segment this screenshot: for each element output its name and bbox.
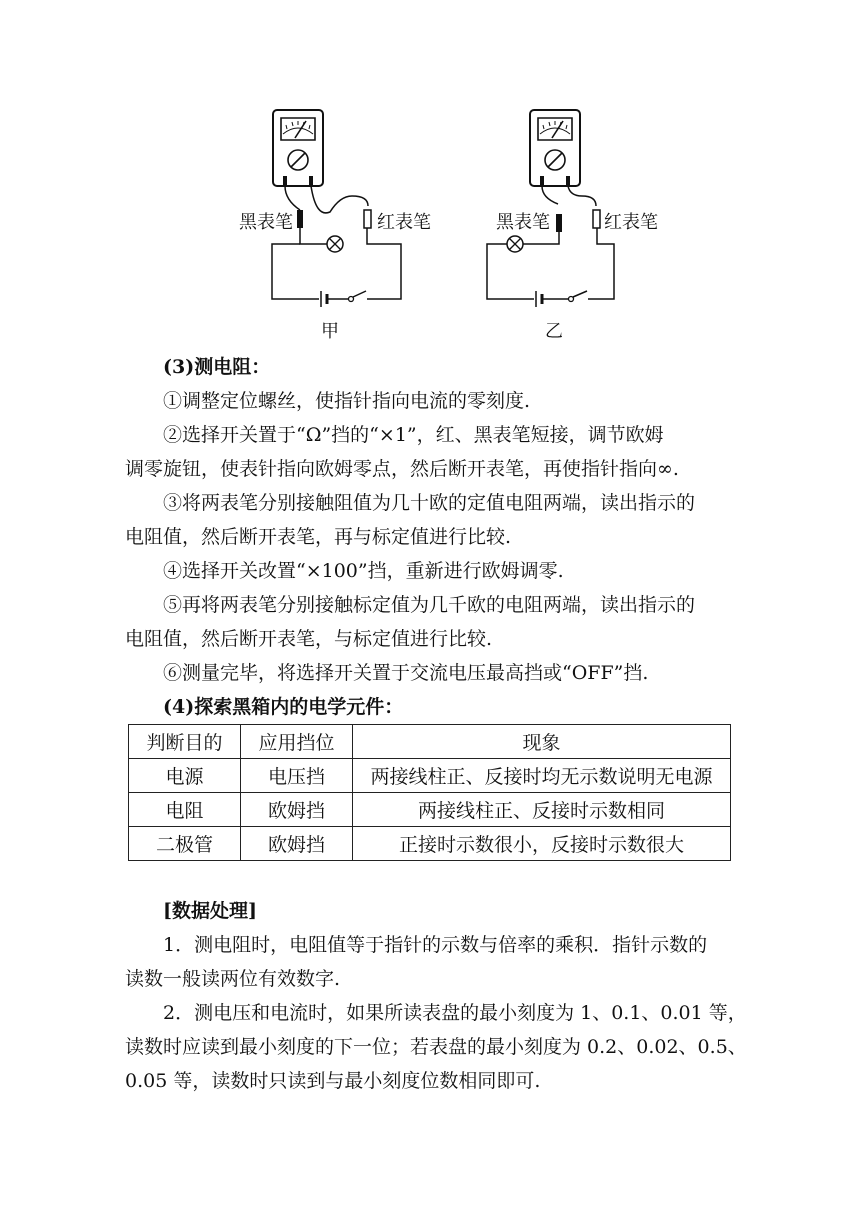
section4-heading: (4)探索黑箱内的电学元件： — [163, 696, 404, 718]
table-cell: 二极管 — [129, 827, 241, 861]
table-cell: 电压挡 — [241, 759, 353, 793]
table-row — [129, 793, 731, 827]
table-row — [129, 827, 731, 861]
table-header-cell: 判断目的 — [129, 725, 241, 759]
table-header-row — [129, 725, 731, 759]
table-header-cell: 应用挡位 — [241, 725, 353, 759]
dp-item-2-line-3: 0.05 等，读数时只读到与最小刻度位数相同即可. — [125, 1070, 541, 1092]
circuit-right — [487, 110, 658, 342]
dp-item-1-line-2: 读数一般读两位有效数字. — [125, 968, 341, 990]
table-cell: 正接时示数很小，反接时示数很大 — [353, 827, 731, 861]
section3-heading: (3)测电阻： — [163, 356, 271, 378]
dp-item-2-line-2: 读数时应读到最小刻度的下一位；若表盘的最小刻度为 0.2、0.02、0.5、 — [125, 1036, 747, 1058]
step-2-line-1: ②选择开关置于“Ω”挡的“×1”，红、黑表笔短接，调节欧姆 — [163, 424, 664, 446]
step-3-line-2: 电阻值，然后断开表笔，再与标定值进行比较. — [125, 526, 512, 548]
black-probe-label-right: 黑表笔 — [496, 212, 550, 233]
data-processing-heading: [数据处理] — [163, 900, 257, 922]
circuit-left — [239, 110, 431, 342]
dp-item-2-line-1: 2．测电压和电流时，如果所读表盘的最小刻度为 1、0.1、0.01 等， — [163, 1002, 747, 1024]
table-header-cell: 现象 — [353, 725, 731, 759]
table-cell: 电源 — [129, 759, 241, 793]
circuit-figure — [0, 0, 860, 350]
table-row — [129, 759, 731, 793]
black-probe-label-left: 黑表笔 — [239, 212, 293, 233]
table-cell: 电阻 — [129, 793, 241, 827]
caption-left: 甲 — [321, 321, 339, 342]
dp-item-1-line-1: 1．测电阻时，电阻值等于指针的示数与倍率的乘积．指针示数的 — [163, 934, 708, 956]
step-3-line-1: ③将两表笔分别接触阻值为几十欧的定值电阻两端，读出指示的 — [163, 492, 696, 514]
caption-right: 乙 — [545, 321, 563, 342]
step-5-line-1: ⑤再将两表笔分别接触标定值为几千欧的电阻两端，读出指示的 — [163, 594, 696, 616]
red-probe-label-right: 红表笔 — [604, 212, 658, 233]
step-1-line-1: ①调整定位螺丝，使指针指向电流的零刻度. — [163, 390, 531, 412]
table-cell: 欧姆挡 — [241, 793, 353, 827]
step-2-line-2: 调零旋钮，使表针指向欧姆零点，然后断开表笔，再使指针指向∞. — [125, 458, 679, 480]
step-4-line-1: ④选择开关改置“×100”挡，重新进行欧姆调零. — [163, 560, 564, 582]
step-5-line-2: 电阻值，然后断开表笔，与标定值进行比较. — [125, 628, 493, 650]
table-cell: 两接线柱正、反接时示数相同 — [353, 793, 731, 827]
table-cell: 欧姆挡 — [241, 827, 353, 861]
red-probe-label-left: 红表笔 — [377, 212, 431, 233]
black-box-table — [128, 724, 731, 861]
step-6-line-1: ⑥测量完毕，将选择开关置于交流电压最高挡或“OFF”挡. — [163, 662, 649, 684]
table-cell: 两接线柱正、反接时均无示数说明无电源 — [353, 759, 731, 793]
